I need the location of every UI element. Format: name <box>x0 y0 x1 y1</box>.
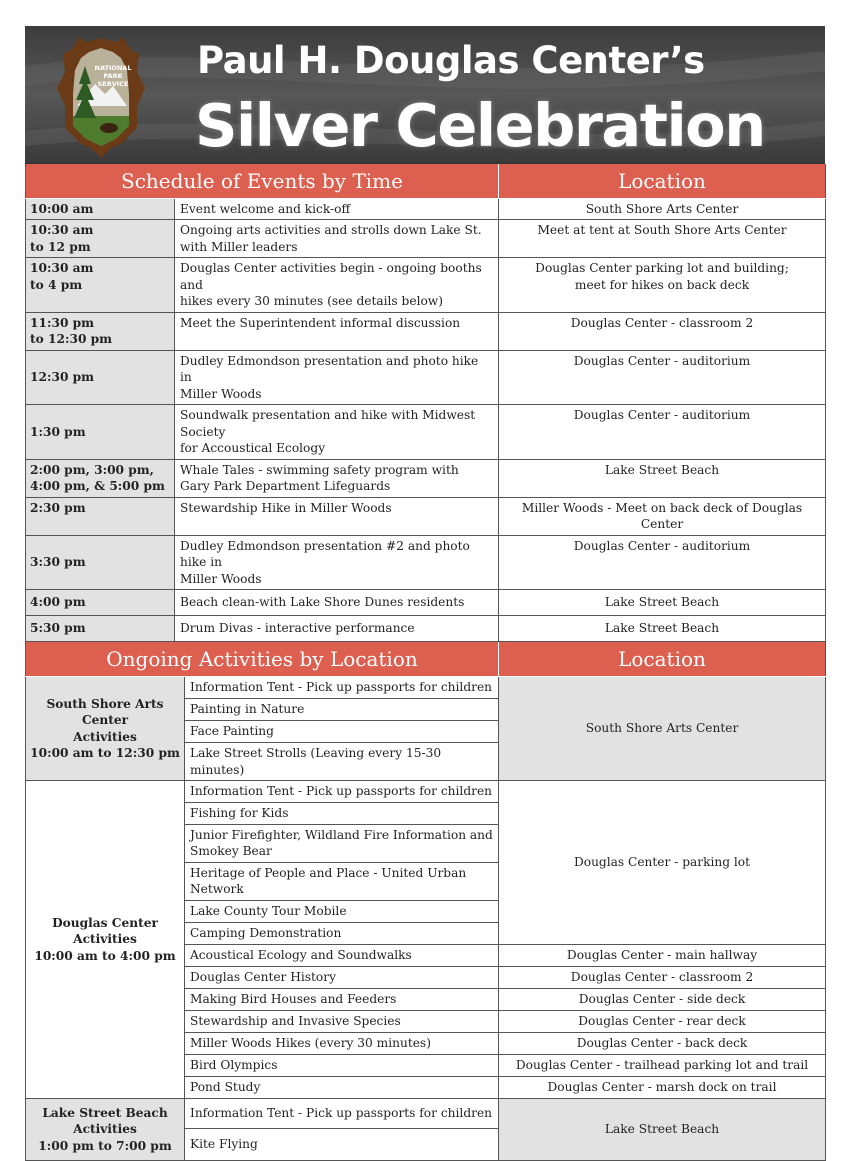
event-text: Event welcome and kick-off <box>180 202 351 216</box>
event-cell <box>175 405 499 459</box>
schedule-row <box>26 497 826 535</box>
location-cell <box>499 312 826 350</box>
location-text: Douglas Center parking lot and building; <box>535 261 789 276</box>
location-cell <box>499 497 826 535</box>
location-text: Douglas Center - classroom 2 <box>570 315 754 330</box>
time-text: 11:30 pm <box>30 315 95 330</box>
group-name-text: Activities <box>73 729 137 744</box>
time-text: 12:30 pm <box>30 370 95 385</box>
schedule-heading: Schedule of Events by Time <box>26 164 499 199</box>
activity-cell: Heritage of People and Place - United Urban Network <box>185 862 499 900</box>
flyer <box>25 26 825 1161</box>
schedule-table <box>25 164 826 642</box>
location-cell <box>499 405 826 459</box>
time-cell <box>26 590 175 616</box>
event-text: Dudley Edmondson presentation #2 and photo hike in <box>180 538 470 570</box>
activity-cell: Pond Study <box>185 1076 499 1098</box>
event-text: Miller Woods <box>180 571 262 586</box>
time-text: 10:30 am <box>30 223 94 238</box>
event-text: with Miller leaders <box>180 239 298 254</box>
ongoing-heading: Ongoing Activities by Location <box>26 642 499 677</box>
schedule-row <box>26 405 826 459</box>
schedule-row <box>26 312 826 350</box>
activity-cell: Information Tent - Pick up passports for children <box>185 677 499 699</box>
event-text: Miller Woods <box>180 386 262 401</box>
group-name-text: 10:00 am to 12:30 pm <box>30 745 180 760</box>
group-name-text: 10:00 am to 4:00 pm <box>34 948 176 963</box>
time-text: 4:00 pm, & 5:00 pm <box>30 479 165 494</box>
schedule-row <box>26 616 826 642</box>
location-cell <box>499 459 826 497</box>
time-cell <box>26 459 175 497</box>
ongoing-table <box>25 642 826 1161</box>
time-text: to 12:30 pm <box>30 332 113 347</box>
event-text: for Accoustical Ecology <box>180 441 326 456</box>
time-cell <box>26 405 175 459</box>
time-cell <box>26 312 175 350</box>
time-text: to 12 pm <box>30 239 91 254</box>
activity-location-cell: Lake Street Beach <box>499 1098 826 1160</box>
location-text: Meet at tent at South Shore Arts Center <box>537 223 787 238</box>
time-cell <box>26 350 175 404</box>
group-cell <box>26 677 185 781</box>
activity-cell: Information Tent - Pick up passports for children <box>185 780 499 802</box>
time-text: 10:00 am <box>30 202 94 216</box>
activity-row <box>26 677 826 699</box>
location-text: Lake Street Beach <box>604 462 720 477</box>
event-cell <box>175 220 499 258</box>
event-text: Drum Divas - interactive performance <box>180 621 415 636</box>
location-cell <box>499 350 826 404</box>
location-text: Lake Street Beach <box>604 595 720 610</box>
logo-text-park: PARK <box>103 72 123 80</box>
ongoing-location-heading: Location <box>499 642 826 677</box>
location-text: Douglas Center - auditorium <box>573 538 751 553</box>
time-cell <box>26 616 175 642</box>
event-text: Soundwalk presentation and hike with Midwest Society <box>180 408 476 439</box>
title-line-2: Silver Celebration <box>195 91 765 160</box>
activity-cell: Douglas Center History <box>185 966 499 988</box>
activity-cell: Information Tent - Pick up passports for children <box>185 1098 499 1128</box>
activity-cell: Lake County Tour Mobile <box>185 900 499 922</box>
location-cell <box>499 258 826 312</box>
event-text: Meet the Superintendent informal discussion <box>180 315 461 330</box>
activity-location-cell: Douglas Center - back deck <box>499 1032 826 1054</box>
schedule-row <box>26 258 826 312</box>
time-text: 2:00 pm, 3:00 pm, <box>30 462 154 477</box>
activity-cell: Stewardship and Invasive Species <box>185 1010 499 1032</box>
group-name-text: Activities <box>73 1122 137 1137</box>
location-cell <box>499 199 826 220</box>
time-cell <box>26 535 175 589</box>
activity-cell: Face Painting <box>185 721 499 743</box>
event-text: Beach clean-with Lake Shore Dunes residents <box>180 595 465 610</box>
time-text: to 4 pm <box>30 277 83 292</box>
location-cell <box>499 616 826 642</box>
event-cell <box>175 258 499 312</box>
location-text: Lake Street Beach <box>604 621 720 636</box>
time-text: 5:30 pm <box>30 621 86 636</box>
schedule-location-heading: Location <box>499 164 826 199</box>
group-cell <box>26 780 185 1098</box>
header-banner <box>25 26 825 164</box>
activity-cell: Fishing for Kids <box>185 802 499 824</box>
activity-cell: Lake Street Strolls (Leaving every 15-30 minutes) <box>185 743 499 781</box>
time-text: 4:00 pm <box>30 595 86 610</box>
event-text: Gary Park Department Lifeguards <box>180 479 391 494</box>
event-text: hikes every 30 minutes (see details below) <box>180 294 443 309</box>
location-text: South Shore Arts Center <box>585 202 739 216</box>
location-text: Miller Woods - Meet on back deck of Douglas Center <box>521 500 803 532</box>
activity-location-cell: Douglas Center - main hallway <box>499 944 826 966</box>
schedule-row <box>26 350 826 404</box>
schedule-row <box>26 535 826 589</box>
time-text: 3:30 pm <box>30 555 86 570</box>
time-cell <box>26 199 175 220</box>
event-text: Stewardship Hike in Miller Woods <box>180 500 392 515</box>
time-cell <box>26 220 175 258</box>
ongoing-rows <box>26 677 826 1161</box>
location-cell <box>499 535 826 589</box>
group-name-text: South Shore Arts Center <box>46 696 164 728</box>
activity-cell: Painting in Nature <box>185 699 499 721</box>
activity-cell: Junior Firefighter, Wildland Fire Information and Smokey Bear <box>185 824 499 862</box>
activity-cell: Kite Flying <box>185 1128 499 1160</box>
activity-location-cell: Douglas Center - marsh dock on trail <box>499 1076 826 1098</box>
activity-row <box>26 1098 826 1128</box>
group-name-text: Activities <box>73 932 137 947</box>
activity-location-cell: Douglas Center - side deck <box>499 988 826 1010</box>
nps-arrowhead-logo <box>57 36 145 158</box>
activity-row <box>26 780 826 802</box>
event-cell <box>175 312 499 350</box>
time-cell <box>26 497 175 535</box>
activity-location-cell: South Shore Arts Center <box>499 677 826 781</box>
event-cell <box>175 459 499 497</box>
group-cell <box>26 1098 185 1160</box>
group-name-text: Lake Street Beach <box>42 1105 168 1120</box>
activity-cell: Bird Olympics <box>185 1054 499 1076</box>
title-line-1: Paul H. Douglas Center’s <box>197 39 705 82</box>
location-cell <box>499 590 826 616</box>
group-name-text: 1:00 pm to 7:00 pm <box>38 1138 172 1153</box>
event-cell <box>175 535 499 589</box>
event-cell <box>175 590 499 616</box>
activity-cell: Camping Demonstration <box>185 922 499 944</box>
schedule-row <box>26 220 826 258</box>
event-cell <box>175 199 499 220</box>
logo-text-national: NATIONAL <box>94 64 132 72</box>
schedule-row <box>26 199 826 220</box>
schedule-row <box>26 459 826 497</box>
event-cell <box>175 497 499 535</box>
schedule-row <box>26 590 826 616</box>
activity-cell: Making Bird Houses and Feeders <box>185 988 499 1010</box>
location-text: Douglas Center - auditorium <box>573 353 751 368</box>
activity-location-cell: Douglas Center - parking lot <box>499 780 826 944</box>
location-text: meet for hikes on back deck <box>574 277 750 292</box>
location-text: Douglas Center - auditorium <box>573 408 751 423</box>
activity-location-cell: Douglas Center - trailhead parking lot and trail <box>499 1054 826 1076</box>
event-cell <box>175 616 499 642</box>
activity-cell: Acoustical Ecology and Soundwalks <box>185 944 499 966</box>
event-cell <box>175 350 499 404</box>
location-cell <box>499 220 826 258</box>
activity-cell: Miller Woods Hikes (every 30 minutes) <box>185 1032 499 1054</box>
logo-text-service: SERVICE <box>97 80 129 88</box>
time-cell <box>26 258 175 312</box>
time-text: 1:30 pm <box>30 424 86 439</box>
time-text: 10:30 am <box>30 261 94 276</box>
event-text: Dudley Edmondson presentation and photo hike in <box>180 353 479 385</box>
group-name-text: Douglas Center <box>52 915 158 930</box>
event-text: Douglas Center activities begin - ongoing booths and <box>180 261 482 292</box>
time-text: 2:30 pm <box>30 500 86 515</box>
event-text: Whale Tales - swimming safety program with <box>180 462 459 477</box>
schedule-rows <box>26 199 826 642</box>
event-text: Ongoing arts activities and strolls down Lake St. <box>180 223 482 238</box>
activity-location-cell: Douglas Center - classroom 2 <box>499 966 826 988</box>
activity-location-cell: Douglas Center - rear deck <box>499 1010 826 1032</box>
